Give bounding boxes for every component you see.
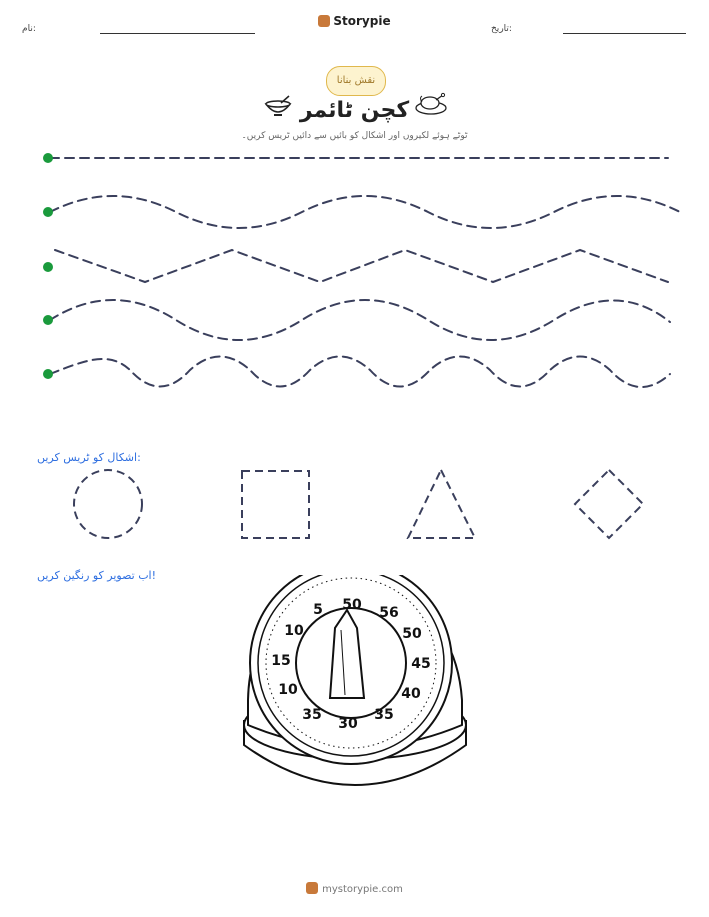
timer-number: 5	[313, 602, 323, 618]
timer-number: 15	[271, 653, 291, 669]
color-section-label: اب تصویر کو رنگین کریں!	[37, 569, 157, 582]
kitchen-timer-illustration	[230, 575, 480, 800]
shapes-section-label: اشکال کو ٹریس کریں:	[37, 451, 141, 464]
timer-number: 56	[379, 605, 399, 621]
page-title: کچن ٹائمر	[299, 98, 410, 123]
trace-line-loops	[50, 357, 670, 388]
trace-square	[242, 471, 309, 538]
trace-circle	[74, 470, 142, 538]
start-dot	[43, 207, 53, 217]
tracing-lines	[0, 140, 709, 400]
timer-number: 50	[402, 626, 422, 642]
timer-number: 10	[278, 682, 298, 698]
name-label: نام:	[22, 24, 36, 34]
brand-logo	[0, 14, 709, 28]
category-badge: نقش بنانا	[326, 66, 386, 96]
date-label: تاریخ:	[491, 24, 512, 34]
timer-number: 30	[338, 716, 358, 732]
storypie-logo-icon	[306, 882, 318, 894]
timer-number: 35	[302, 707, 322, 723]
trace-line-zigzag	[55, 250, 668, 282]
instructions: ٹوٹے ہوئے لکیروں اور اشکال کو بائیں سے دائیں ٹریس کریں۔	[241, 131, 468, 141]
trace-shapes	[0, 465, 709, 545]
start-dot	[43, 262, 53, 272]
start-dot	[43, 369, 53, 379]
date-line	[563, 33, 686, 34]
footer	[0, 882, 709, 895]
timer-number: 10	[284, 623, 304, 639]
timer-number: 50	[342, 597, 362, 613]
footer-url[interactable]: mystorypie.com	[322, 884, 403, 895]
start-dot	[43, 153, 53, 163]
trace-diamond	[575, 470, 643, 538]
timer-number: 40	[401, 686, 421, 702]
timer-number: 45	[411, 656, 431, 672]
storypie-logo-icon	[318, 15, 330, 27]
roast-chicken-icon	[414, 92, 448, 122]
trace-triangle	[408, 470, 475, 538]
name-line	[100, 33, 255, 34]
timer-number: 35	[374, 707, 394, 723]
brand-name: Storypie	[333, 14, 391, 28]
trace-line-wave-2	[50, 300, 670, 340]
start-dot	[43, 315, 53, 325]
trace-line-wave	[50, 196, 680, 228]
